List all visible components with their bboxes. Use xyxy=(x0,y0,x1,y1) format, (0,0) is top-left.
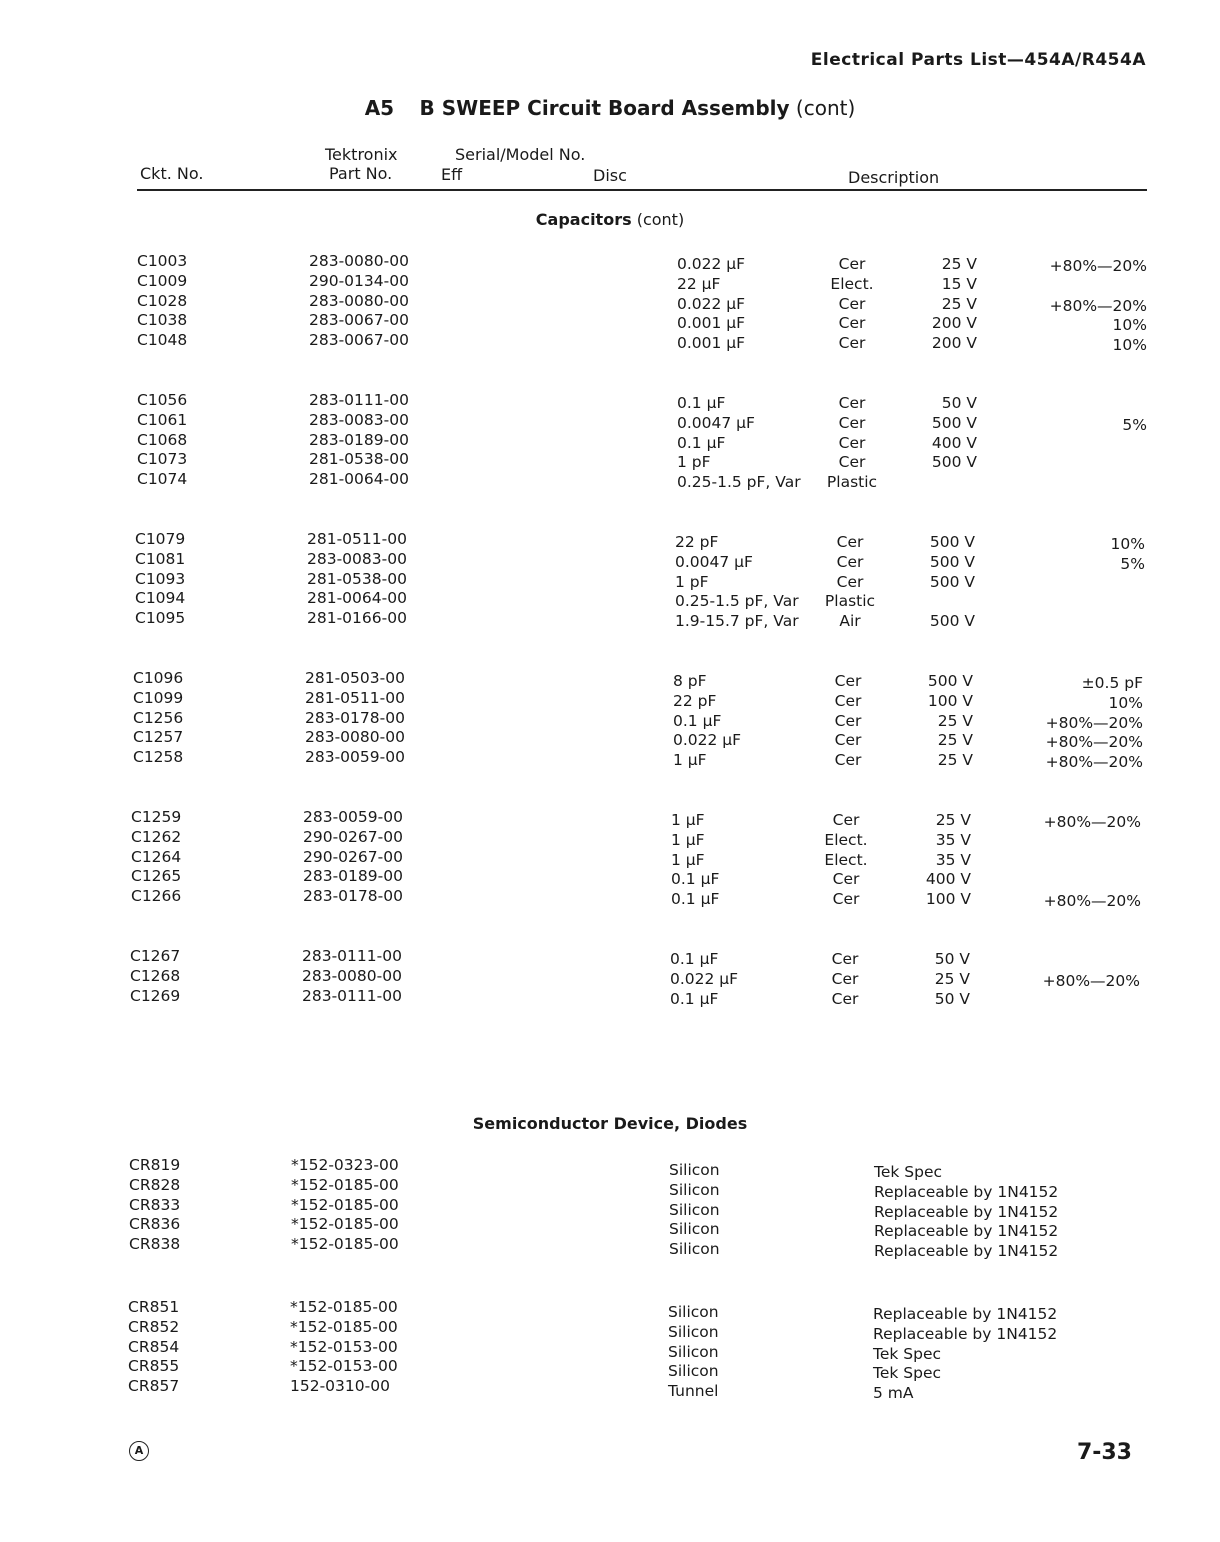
cap-type: Cer xyxy=(834,672,862,690)
table-row xyxy=(137,252,1157,275)
part-no: *152-0153-00 xyxy=(290,1357,398,1376)
part-no: 281-0511-00 xyxy=(305,688,405,707)
diode-description: Replaceable by 1N4152 xyxy=(873,1305,1058,1323)
tolerance: 10% xyxy=(1110,535,1145,553)
part-no: 283-0067-00 xyxy=(309,311,409,330)
table-row xyxy=(137,331,1157,355)
tolerance: +80%—20% xyxy=(1045,733,1143,752)
table-row xyxy=(137,410,1157,434)
table-row xyxy=(130,947,1150,967)
cap-type: Cer xyxy=(831,989,859,1008)
ckt-no: C1258 xyxy=(133,748,184,767)
table-row xyxy=(137,311,1157,335)
ckt-no: C1265 xyxy=(131,867,182,886)
voltage: 50 V xyxy=(941,394,977,412)
part-no: 281-0503-00 xyxy=(305,669,405,687)
ckt-no: C1009 xyxy=(137,271,188,290)
cap-value: 0.1 μF xyxy=(677,394,726,412)
table-row xyxy=(130,966,1150,990)
ckt-no: CR838 xyxy=(129,1235,181,1254)
col-ckt-no: Ckt. No. xyxy=(140,164,204,183)
part-no: 283-0083-00 xyxy=(309,410,409,429)
cap-type: Cer xyxy=(834,691,862,710)
cap-value: 8 pF xyxy=(673,672,707,690)
voltage: 200 V xyxy=(931,334,977,353)
title-cont: (cont) xyxy=(795,96,856,120)
cap-type: Cer xyxy=(834,711,862,730)
voltage: 500 V xyxy=(929,552,975,571)
cap-type: Plastic xyxy=(824,592,876,611)
tolerance: ±0.5 pF xyxy=(1081,674,1143,692)
cap-value: 0.1 μF xyxy=(671,890,720,909)
table-row xyxy=(133,708,1153,732)
diode-type: Silicon xyxy=(669,1220,720,1239)
cap-type: Cer xyxy=(831,950,859,968)
cap-value: 0.001 μF xyxy=(677,314,746,333)
tolerance: 5% xyxy=(1122,415,1147,434)
table-row xyxy=(131,828,1151,848)
table-row xyxy=(131,808,1151,831)
part-no: 283-0178-00 xyxy=(303,887,403,906)
ckt-no: C1259 xyxy=(131,808,182,826)
table-row xyxy=(131,867,1151,887)
table-row xyxy=(133,688,1153,712)
diode-type: Silicon xyxy=(668,1362,719,1381)
cap-type: Cer xyxy=(838,314,866,333)
ckt-no: C1096 xyxy=(133,669,184,687)
cap-type: Cer xyxy=(838,413,866,432)
cap-value: 22 pF xyxy=(675,533,719,551)
diode-description: Replaceable by 1N4152 xyxy=(874,1242,1059,1261)
part-no: 281-0511-00 xyxy=(307,530,407,548)
cap-type: Cer xyxy=(838,294,866,313)
table-row xyxy=(131,887,1151,911)
table-row xyxy=(135,609,1155,629)
part-no: 283-0080-00 xyxy=(309,291,409,310)
cap-value: 1 μF xyxy=(671,811,705,829)
cap-value: 0.1 μF xyxy=(673,711,722,730)
diode-description: Replaceable by 1N4152 xyxy=(874,1222,1059,1241)
ckt-no: CR851 xyxy=(128,1298,180,1316)
tolerance: 10% xyxy=(1112,316,1147,335)
ckt-no: C1269 xyxy=(130,986,181,1005)
cap-value: 0.25-1.5 pF, Var xyxy=(677,473,801,492)
table-row xyxy=(128,1298,1128,1323)
diode-description: Replaceable by 1N4152 xyxy=(874,1182,1059,1201)
part-no: 281-0538-00 xyxy=(307,569,407,588)
tolerance: +80%—20% xyxy=(1049,257,1147,275)
table-row xyxy=(129,1215,1129,1241)
diode-type: Silicon xyxy=(668,1303,719,1321)
capacitors-title xyxy=(0,210,1220,229)
voltage: 15 V xyxy=(941,274,977,293)
cap-value: 0.0047 μF xyxy=(675,552,753,571)
capacitors-title-text: Capacitors xyxy=(535,210,632,229)
ckt-no: C1056 xyxy=(137,391,188,409)
part-no: *152-0185-00 xyxy=(290,1317,398,1336)
table-row xyxy=(131,848,1151,868)
diodes-title xyxy=(0,1114,1220,1133)
diode-type: Tunnel xyxy=(668,1382,719,1401)
ckt-no: C1094 xyxy=(135,589,186,608)
tolerance: 5% xyxy=(1120,554,1145,573)
ckt-no: CR857 xyxy=(128,1377,180,1396)
ckt-no: C1073 xyxy=(137,450,188,469)
cap-type: Cer xyxy=(838,255,866,273)
table-row xyxy=(137,391,1157,411)
part-no: 283-0189-00 xyxy=(303,867,403,886)
diode-type: Silicon xyxy=(669,1200,720,1219)
cap-type: Cer xyxy=(838,334,866,353)
diode-description: Tek Spec xyxy=(873,1344,942,1363)
voltage: 500 V xyxy=(931,413,977,432)
diodes-title-text: Semiconductor Device, Diodes xyxy=(472,1114,748,1133)
table-row xyxy=(137,450,1157,470)
table-row xyxy=(135,549,1155,573)
part-no: 281-0064-00 xyxy=(307,589,407,608)
cap-value: 22 pF xyxy=(673,691,717,710)
cap-value: 22 μF xyxy=(677,274,721,293)
cap-type: Air xyxy=(839,612,861,631)
col-disc: Disc xyxy=(593,166,627,185)
voltage: 25 V xyxy=(941,294,977,313)
col-tek-line2: Part No. xyxy=(329,164,393,183)
ckt-no: C1257 xyxy=(133,728,184,747)
cap-value: 1 pF xyxy=(675,572,709,591)
ckt-no: C1256 xyxy=(133,708,184,727)
cap-value: 0.0047 μF xyxy=(677,413,755,432)
ckt-no: C1267 xyxy=(130,947,181,965)
tolerance: 10% xyxy=(1112,336,1147,355)
tolerance: +80%—20% xyxy=(1045,753,1143,772)
col-tek-line1: Tektronix xyxy=(325,145,398,164)
ckt-no: C1079 xyxy=(135,530,186,548)
cap-type: Cer xyxy=(832,811,860,829)
ckt-no: C1081 xyxy=(135,549,186,568)
voltage: 50 V xyxy=(934,950,970,968)
table-row xyxy=(129,1156,1129,1181)
voltage: 25 V xyxy=(937,751,973,770)
cap-value: 0.1 μF xyxy=(671,870,720,889)
part-no: 283-0178-00 xyxy=(305,708,405,727)
part-no: *152-0185-00 xyxy=(291,1195,399,1214)
part-no: 283-0111-00 xyxy=(309,391,409,409)
diode-type: Silicon xyxy=(668,1322,719,1341)
tolerance: +80%—20% xyxy=(1043,813,1141,831)
voltage: 25 V xyxy=(934,969,970,988)
ckt-no: CR819 xyxy=(129,1156,181,1174)
part-no: *152-0185-00 xyxy=(291,1175,399,1194)
col-serial: Serial/Model No. xyxy=(455,145,586,164)
tolerance: 10% xyxy=(1108,693,1143,712)
ckt-no: C1262 xyxy=(131,827,182,846)
table-row xyxy=(135,570,1155,590)
cap-type: Plastic xyxy=(826,473,878,492)
part-no: 290-0134-00 xyxy=(309,271,409,290)
table-row xyxy=(129,1195,1129,1221)
diode-description: Tek Spec xyxy=(874,1163,943,1181)
ckt-no: C1003 xyxy=(137,252,188,270)
revision-mark: A xyxy=(129,1441,149,1461)
ckt-no: C1093 xyxy=(135,569,186,588)
cap-type: Cer xyxy=(834,751,862,770)
ckt-no: CR833 xyxy=(129,1195,181,1214)
cap-type: Cer xyxy=(836,552,864,571)
cap-type: Elect. xyxy=(830,274,874,293)
cap-type: Cer xyxy=(831,969,859,988)
diode-description: 5 mA xyxy=(873,1384,914,1403)
tolerance: +80%—20% xyxy=(1043,892,1141,911)
tolerance: +80%—20% xyxy=(1049,296,1147,315)
part-no: 283-0080-00 xyxy=(309,252,409,270)
diode-type: Silicon xyxy=(669,1161,720,1179)
part-no: 290-0267-00 xyxy=(303,847,403,866)
cap-value: 1 pF xyxy=(677,453,711,472)
cap-type: Cer xyxy=(836,533,864,551)
running-head: Electrical Parts List—454A/R454A xyxy=(810,50,1146,70)
cap-value: 0.25-1.5 pF, Var xyxy=(675,592,799,611)
part-no: *152-0153-00 xyxy=(290,1337,398,1356)
cap-value: 0.1 μF xyxy=(677,433,726,452)
part-no: 283-0111-00 xyxy=(302,986,402,1005)
part-no: 281-0064-00 xyxy=(309,470,409,489)
cap-value: 0.001 μF xyxy=(677,334,746,353)
ckt-no: C1068 xyxy=(137,430,188,449)
voltage: 25 V xyxy=(937,711,973,730)
diode-type: Silicon xyxy=(668,1342,719,1361)
cap-value: 1 μF xyxy=(671,830,705,849)
ckt-no: C1099 xyxy=(133,688,184,707)
voltage: 50 V xyxy=(934,989,970,1008)
diode-description: Tek Spec xyxy=(873,1364,942,1383)
table-row xyxy=(130,987,1150,1007)
ckt-no: C1264 xyxy=(131,847,182,866)
header-rule xyxy=(137,189,1147,191)
ckt-no: C1268 xyxy=(130,966,181,985)
part-no: 152-0310-00 xyxy=(290,1377,390,1396)
cap-value: 0.022 μF xyxy=(677,294,746,313)
part-no: *152-0185-00 xyxy=(290,1298,398,1316)
voltage: 500 V xyxy=(927,672,973,690)
voltage: 500 V xyxy=(929,572,975,591)
ckt-no: C1028 xyxy=(137,291,188,310)
page-title xyxy=(0,96,1220,120)
table-row xyxy=(135,589,1155,609)
voltage: 25 V xyxy=(941,255,977,273)
table-row xyxy=(137,291,1157,315)
cap-value: 1 μF xyxy=(673,751,707,770)
cap-value: 0.1 μF xyxy=(670,989,719,1008)
voltage: 100 V xyxy=(927,691,973,710)
table-row xyxy=(133,669,1153,692)
capacitors-title-cont: (cont) xyxy=(636,210,685,229)
part-no: 283-0059-00 xyxy=(303,808,403,826)
part-no: 283-0059-00 xyxy=(305,748,405,767)
ckt-no: C1061 xyxy=(137,410,188,429)
cap-type: Cer xyxy=(838,433,866,452)
col-eff: Eff xyxy=(441,165,463,184)
voltage: 35 V xyxy=(935,850,971,869)
part-no: 283-0083-00 xyxy=(307,549,407,568)
cap-value: 0.022 μF xyxy=(670,969,739,988)
ckt-no: CR836 xyxy=(129,1215,181,1234)
cap-type: Cer xyxy=(832,890,860,909)
part-no: 283-0080-00 xyxy=(302,966,402,985)
part-no: 283-0189-00 xyxy=(309,430,409,449)
table-row xyxy=(129,1235,1129,1261)
part-no: 283-0080-00 xyxy=(305,728,405,747)
table-row xyxy=(128,1357,1128,1383)
part-no: *152-0185-00 xyxy=(291,1215,399,1234)
cap-type: Cer xyxy=(838,453,866,472)
ckt-no: C1048 xyxy=(137,331,188,350)
table-row xyxy=(135,530,1155,553)
voltage: 25 V xyxy=(935,811,971,829)
diode-description: Replaceable by 1N4152 xyxy=(873,1324,1058,1343)
table-row xyxy=(137,470,1157,490)
cap-type: Cer xyxy=(838,394,866,412)
page-number: 7-33 xyxy=(1076,1440,1132,1465)
ckt-no: CR852 xyxy=(128,1317,180,1336)
part-no: 283-0111-00 xyxy=(302,947,402,965)
ckt-no: C1095 xyxy=(135,609,186,628)
title-main: B SWEEP Circuit Board Assembly xyxy=(419,96,790,120)
voltage: 200 V xyxy=(931,314,977,333)
voltage: 100 V xyxy=(925,890,971,909)
tolerance: +80%—20% xyxy=(1042,971,1140,990)
table-row xyxy=(128,1337,1128,1363)
part-no: 281-0538-00 xyxy=(309,450,409,469)
col-description: Description xyxy=(848,168,940,187)
cap-value: 1 μF xyxy=(671,850,705,869)
diode-type: Silicon xyxy=(669,1240,720,1259)
cap-type: Elect. xyxy=(824,850,868,869)
cap-type: Cer xyxy=(834,731,862,750)
voltage: 35 V xyxy=(935,830,971,849)
ckt-no: C1266 xyxy=(131,887,182,906)
table-row xyxy=(128,1317,1128,1343)
voltage: 500 V xyxy=(931,453,977,472)
table-row xyxy=(129,1175,1129,1201)
title-a5: A5 xyxy=(364,96,395,120)
diode-description: Replaceable by 1N4152 xyxy=(874,1202,1059,1221)
ckt-no: C1038 xyxy=(137,311,188,330)
voltage: 25 V xyxy=(937,731,973,750)
voltage: 500 V xyxy=(929,612,975,631)
table-row xyxy=(137,431,1157,451)
voltage: 500 V xyxy=(929,533,975,551)
ckt-no: C1074 xyxy=(137,470,188,489)
table-row xyxy=(128,1377,1128,1403)
cap-type: Cer xyxy=(832,870,860,889)
cap-value: 0.022 μF xyxy=(673,731,742,750)
diode-type: Silicon xyxy=(669,1180,720,1199)
cap-value: 1.9-15.7 pF, Var xyxy=(675,612,799,631)
table-row xyxy=(133,728,1153,752)
part-no: *152-0185-00 xyxy=(291,1235,399,1254)
cap-type: Cer xyxy=(836,572,864,591)
part-no: 281-0166-00 xyxy=(307,609,407,628)
tolerance: +80%—20% xyxy=(1045,713,1143,732)
ckt-no: CR828 xyxy=(129,1175,181,1194)
ckt-no: CR854 xyxy=(128,1337,180,1356)
table-row xyxy=(133,748,1153,772)
ckt-no: CR855 xyxy=(128,1357,180,1376)
cap-value: 0.022 μF xyxy=(677,255,746,273)
voltage: 400 V xyxy=(925,870,971,889)
part-no: 290-0267-00 xyxy=(303,827,403,846)
voltage: 400 V xyxy=(931,433,977,452)
part-no: *152-0323-00 xyxy=(291,1156,399,1174)
table-row xyxy=(137,272,1157,292)
cap-value: 0.1 μF xyxy=(670,950,719,968)
part-no: 283-0067-00 xyxy=(309,331,409,350)
cap-type: Elect. xyxy=(824,830,868,849)
